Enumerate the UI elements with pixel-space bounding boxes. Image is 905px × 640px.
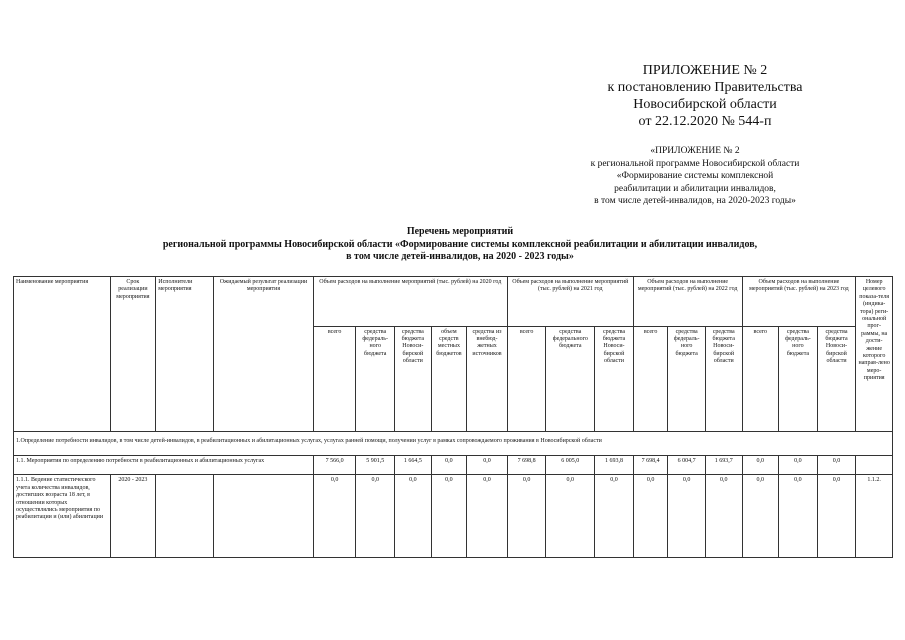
cell-value: 0,0	[507, 475, 546, 558]
cell-value: 0,0	[595, 475, 634, 558]
col-header-2020: Объем расходов на выполнение мероприятий (тыс. рублей) на 2020 год	[313, 277, 507, 327]
col-header-term: Срок реализации мероприятия	[110, 277, 156, 432]
table-row	[14, 456, 893, 475]
program-appendix-line-3: «Формирование системы комплексной	[616, 171, 774, 181]
cell-value: 0,0	[356, 475, 395, 558]
title-line-3: в том числе детей-инвалидов, на 2020 - 2023 годы»	[346, 251, 574, 262]
sub-federal-2020: средства федераль-ного бюджета	[356, 326, 395, 431]
row-term: 2020 - 2023	[110, 475, 156, 558]
cell-value: 0,0	[467, 456, 508, 475]
sub-regional-2021: средства бюджета Новоси-бирской области	[595, 326, 634, 431]
appendix-header	[565, 62, 845, 130]
cell-value: 0,0	[467, 475, 508, 558]
cell-value: 0,0	[633, 475, 668, 558]
sub-regional-2023: средства бюджета Новоси-бирской области	[817, 326, 856, 431]
cell-value: 1 693,8	[595, 456, 634, 475]
cell-value: 0,0	[705, 475, 742, 558]
sub-regional-2020: средства бюджета Новоси-бирской области	[395, 326, 432, 431]
row-executors	[156, 475, 214, 558]
appendix-line-1: ПРИЛОЖЕНИЕ № 2	[642, 63, 768, 78]
sub-total-2021: всего	[507, 326, 546, 431]
program-appendix-line-2: к региональной программе Новосибирской области	[590, 158, 800, 169]
row-result	[214, 475, 314, 558]
program-appendix-line-5: в том числе детей-инвалидов, на 2020-2023 годы»	[594, 196, 796, 206]
appendix-line-2: к постановлению Правительства	[607, 80, 803, 95]
title-line-1: Перечень мероприятий	[406, 226, 514, 237]
cell-value: 1 664,5	[395, 456, 432, 475]
section-row	[14, 432, 893, 456]
sub-local-2020: объем средств местных бюджетов	[431, 326, 467, 431]
col-header-indicator: Номер целевого показа-теля (индика-тора) реги-ональной прог-раммы, на дости-жение которого направ-лено меро-приятия	[856, 277, 893, 432]
col-header-name: Наименование мероприятия	[14, 277, 111, 432]
col-header-executors: Исполнители мероприятия	[156, 277, 214, 432]
sub-federal-2022: средства федераль-ного бюджета	[668, 326, 706, 431]
cell-value: 0,0	[817, 456, 856, 475]
sub-extra-2020: средства из внебюд-жетных источников	[467, 326, 508, 431]
sub-federal-2021: средства федерального бюджета	[546, 326, 595, 431]
program-appendix-line-1: «ПРИЛОЖЕНИЕ № 2	[650, 146, 740, 156]
cell-value: 0,0	[817, 475, 856, 558]
sub-federal-2023: средства федераль-ного бюджета	[779, 326, 818, 431]
cell-value: 7 566,0	[313, 456, 356, 475]
cell-value: 0,0	[742, 475, 779, 558]
sub-total-2020: всего	[313, 326, 356, 431]
cell-value: 0,0	[395, 475, 432, 558]
cell-value: 5 901,5	[356, 456, 395, 475]
cell-value: 0,0	[779, 456, 818, 475]
program-appendix-header	[540, 145, 850, 208]
measures-table	[13, 276, 893, 558]
cell-value: 0,0	[742, 456, 779, 475]
cell-value: 7 698,4	[633, 456, 668, 475]
cell-value: 0,0	[431, 456, 467, 475]
header-row-1	[14, 277, 893, 327]
cell-value: 0,0	[313, 475, 356, 558]
cell-value: 6 004,7	[668, 456, 706, 475]
appendix-line-3: Новосибирской области	[633, 97, 777, 112]
program-appendix-line-4: реабилитации и абилитации инвалидов,	[614, 183, 776, 194]
sub-regional-2022: средства бюджета Новоси-бирской области	[705, 326, 742, 431]
cell-value: 0,0	[431, 475, 467, 558]
cell-indicator: 1.1.2.	[856, 475, 893, 558]
section-title: 1.Определение потребности инвалидов, в том числе детей-инвалидов, в реабилитационных и абилитационных услугах, услугах ранней помощи, получении услуг в рамках сопровождаемого проживания в Новосибирской области	[14, 432, 893, 456]
col-header-2022: Объем расходов на выполнение мероприятий (тыс. рублей) на 2022 год	[633, 277, 742, 327]
cell-value: 6 005,0	[546, 456, 595, 475]
col-header-result: Ожидаемый результат реализации мероприятия	[214, 277, 314, 432]
title-line-2: региональной программы Новосибирской области «Формирование системы комплексной реабилитации и абилитации инвалидов,	[162, 238, 758, 250]
col-header-2021: Объем расходов на выполнение мероприятий (тыс. рублей) на 2021 год	[507, 277, 633, 327]
cell-indicator	[856, 456, 893, 475]
row-name: 1.1. Мероприятия по определению потребности в реабилитационных и абилитационных услугах	[14, 456, 314, 475]
cell-value: 1 693,7	[705, 456, 742, 475]
cell-value: 7 698,8	[507, 456, 546, 475]
cell-value: 0,0	[546, 475, 595, 558]
appendix-line-4: от 22.12.2020 № 544-п	[638, 114, 772, 129]
cell-value: 0,0	[779, 475, 818, 558]
row-name: 1.1.1. Ведение статистического учета количества инвалидов, достигших возраста 18 лет, в отношении которых осуществлялись мероприятия по реабилитации и (или) абилитации	[14, 475, 111, 558]
sub-total-2023: всего	[742, 326, 779, 431]
cell-value: 0,0	[668, 475, 706, 558]
document-title	[80, 226, 840, 264]
sub-total-2022: всего	[633, 326, 668, 431]
table-row	[14, 475, 893, 558]
col-header-2023: Объем расходов на выполнение мероприятий (тыс. рублей) на 2023 год	[742, 277, 856, 327]
